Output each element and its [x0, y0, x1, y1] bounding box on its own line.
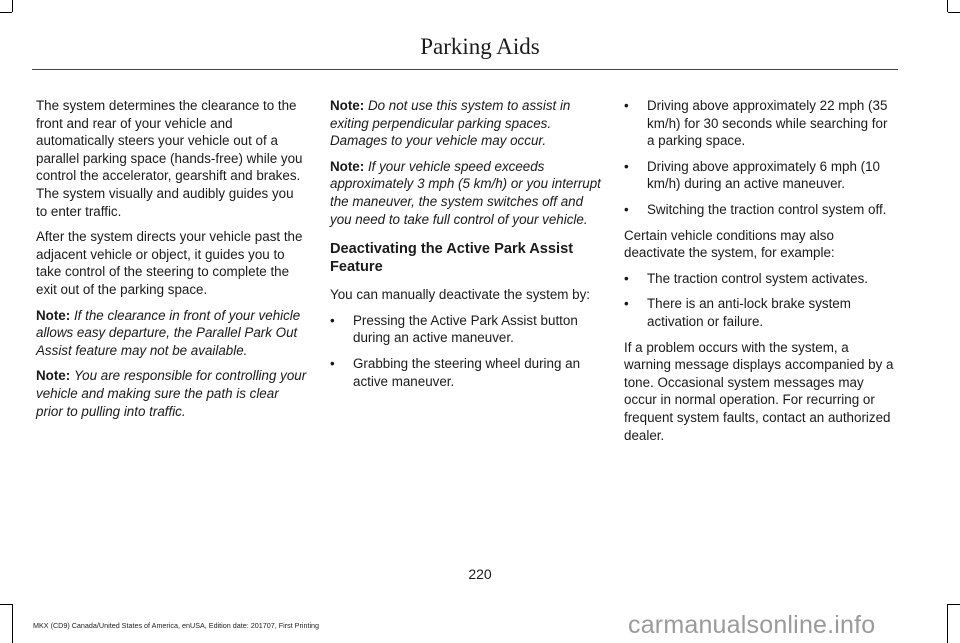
page-number: 220	[468, 566, 492, 582]
list-item-text: There is an anti-lock brake system activation or failure.	[647, 296, 851, 329]
bullet-icon: •	[624, 270, 629, 286]
column-3	[624, 97, 896, 452]
bullet-icon: •	[330, 312, 335, 328]
list-item	[330, 312, 602, 347]
list-item-text: Driving above approximately 22 mph (35 km/h) for 30 seconds while searching for a parking space.	[647, 98, 888, 149]
paragraph: If a problem occurs with the system, a warning message displays accompanied by a tone. Occasional system messages may occur in normal operation. For recurring or frequent system faults, contact an authorized dealer.	[624, 339, 894, 443]
list-item	[624, 270, 896, 288]
note	[36, 307, 308, 360]
list-item	[624, 97, 896, 150]
list-item-text: Grabbing the steering wheel during an active maneuver.	[353, 355, 581, 389]
list-item	[330, 355, 602, 390]
bullet-list	[624, 270, 896, 331]
header-divider	[32, 69, 898, 70]
bullet-icon: •	[330, 355, 335, 371]
note	[330, 97, 602, 150]
page-title: Parking Aids	[420, 34, 540, 59]
crop-mark	[12, 604, 13, 643]
note-text: If the clearance in front of your vehicle allows easy departure, the Parallel Park Out Assist feature may not be available.	[36, 307, 301, 358]
list-item	[624, 295, 896, 330]
paragraph: After the system directs your vehicle past the adjacent vehicle or object, it guides you to take control of the steering to complete the exit out of the parking space.	[36, 229, 303, 297]
crop-mark	[0, 12, 12, 13]
note-label: Note:	[330, 98, 365, 113]
note	[36, 367, 308, 420]
note-text: Do not use this system to assist in exiting perpendicular parking spaces. Damages to your vehicle may occur.	[330, 98, 571, 149]
crop-mark	[12, 0, 13, 12]
bullet-icon: •	[624, 98, 629, 113]
bullet-list	[624, 97, 896, 219]
bullet-icon: •	[624, 201, 629, 217]
note-label: Note:	[36, 307, 71, 323]
crop-mark	[0, 604, 12, 605]
paragraph: You can manually deactivate the system by:	[330, 287, 591, 303]
list-item-text: Switching the traction control system off.	[647, 201, 887, 217]
bullet-list	[330, 312, 602, 390]
crop-mark	[947, 0, 948, 12]
note-text: If your vehicle speed exceeds approximately 3 mph (5 km/h) or you interrupt the maneuver, the system switches off and you need to take full control of your vehicle.	[330, 158, 601, 227]
note	[330, 158, 602, 228]
list-item-text: The traction control system activates.	[647, 270, 869, 286]
crop-mark	[948, 604, 960, 605]
paragraph: The system determines the clearance to the front and rear of your vehicle and automatically steers your vehicle out of a parallel parking space (hands-free) while you control the accelerator, gearshift and brakes. The system visually and audibly guides you to enter traffic.	[36, 98, 303, 219]
column-1	[36, 97, 308, 428]
crop-mark	[948, 12, 960, 13]
footer-text: MKX (CD9) Canada/United States of America, enUSA, Edition date: 201707, First Printing	[33, 621, 320, 630]
note-text: You are responsible for controlling your vehicle and making sure the path is clear prior to pulling into traffic.	[36, 368, 307, 419]
paragraph: Certain vehicle conditions may also deactivate the system, for example:	[624, 227, 835, 261]
column-2	[330, 97, 602, 398]
bullet-icon: •	[624, 158, 629, 174]
list-item	[624, 158, 896, 193]
note-label: Note:	[36, 368, 71, 384]
note-label: Note:	[330, 158, 365, 174]
bullet-icon: •	[624, 296, 629, 312]
list-item-text: Pressing the Active Park Assist button during an active maneuver.	[353, 312, 578, 346]
watermark: carmanualsonline.info	[628, 611, 876, 639]
crop-mark	[947, 604, 948, 643]
list-item	[624, 201, 896, 219]
section-heading: Deactivating the Active Park Assist Feature	[330, 241, 574, 276]
list-item-text: Driving above approximately 6 mph (10 km/h) during an active maneuver.	[647, 158, 880, 192]
